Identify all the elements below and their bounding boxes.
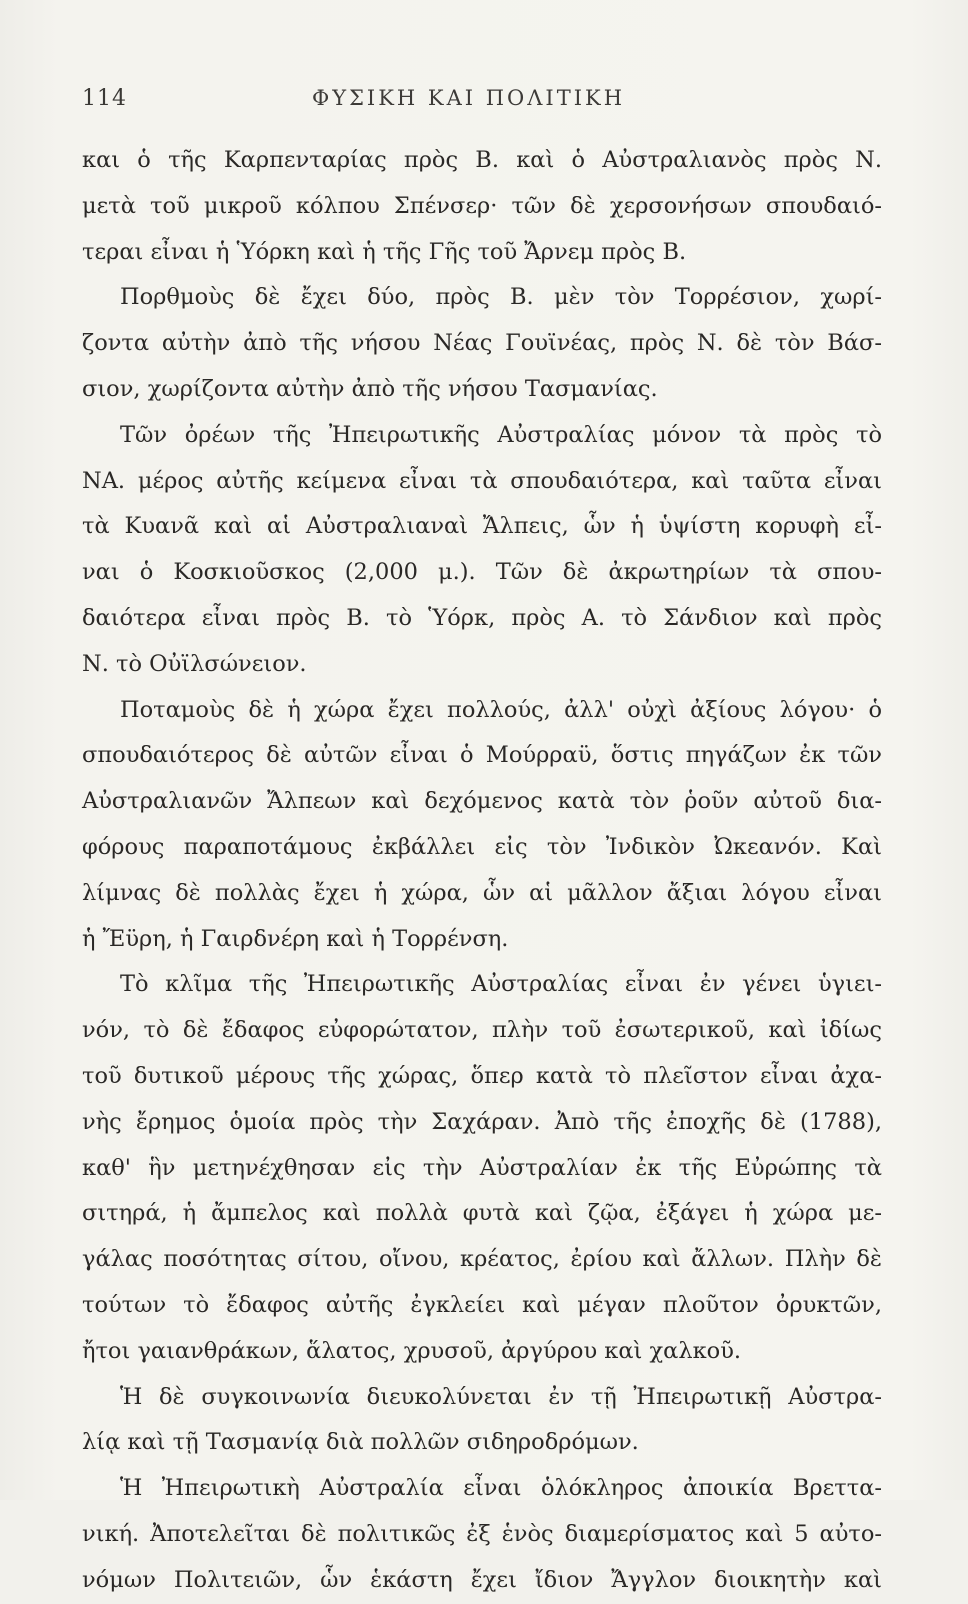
text-line: σιον, χωρίζοντα αὐτὴν ἀπὸ τῆς νήσου Τασμανίας. (82, 375, 658, 402)
text-line: φόρους παραποτάμους ἐκβάλλει εἰς τὸν Ἰνδικὸν Ὠκεανόν. Καὶ (82, 833, 882, 860)
page-number: 114 (82, 86, 127, 111)
text-line: Ποταμοὺς δὲ ἡ χώρα ἔχει πολλούς, ἀλλ' οὐχὶ ἀξίους λόγου· ὁ (120, 696, 882, 723)
running-title: ΦΥΣΙΚΗ ΚΑΙ ΠΟΛΙΤΙΚΗ (312, 86, 626, 110)
text-line: σπουδαιότερος δὲ αὐτῶν εἶναι ὁ Μούρραϋ, ὅστις πηγάζων ἐκ τῶν (82, 742, 882, 769)
text-line: σιτηρά, ἡ ἄμπελος καὶ πολλὰ φυτὰ καὶ ζῷα, ἐξάγει ἡ χώρα με- (82, 1200, 882, 1227)
text-line: ἡ Ἔϋρη, ἡ Γαιρδνέρη καὶ ἡ Τορρένση. (82, 925, 509, 952)
text-line: λίμνας δὲ πολλὰς ἔχει ἡ χώρα, ὧν αἱ μᾶλλον ἄξιαι λόγου εἶναι (82, 879, 882, 906)
text-line: ζοντα αὐτὴν ἀπὸ τῆς νήσου Νέας Γουϊνέας, πρὸς Ν. δὲ τὸν Βάσ- (82, 330, 882, 357)
text-line: λίᾳ καὶ τῇ Τασμανίᾳ διὰ πολλῶν σιδηροδρόμων. (82, 1429, 639, 1456)
text-line: γάλας ποσότητας σίτου, οἴνου, κρέατος, ἐρίου καὶ ἄλλων. Πλὴν δὲ (82, 1246, 882, 1273)
text-line: τὰ Κυανᾶ καὶ αἱ Αὐστραλιαναὶ Ἄλπεις, ὧν ἡ ὑψίστη κορυφὴ εἶ- (82, 513, 882, 540)
text-line: Πορθμοὺς δὲ ἔχει δύο, πρὸς Β. μὲν τὸν Τορρέσιον, χωρί- (120, 284, 882, 311)
text-line: καθ' ἣν μετηνέχθησαν εἰς τὴν Αὐστραλίαν ἐκ τῆς Εὐρώπης τὰ (82, 1154, 882, 1181)
text-line: Τὸ κλῖμα τῆς Ἠπειρωτικῆς Αὐστραλίας εἶναι ἐν γένει ὑγιει- (120, 971, 882, 998)
text-line: νόμων Πολιτειῶν, ὧν ἑκάστη ἔχει ἴδιον Ἄγγλον διοικητὴν καὶ (82, 1566, 882, 1593)
text-line: Αὐστραλιανῶν Ἄλπεων καὶ δεχόμενος κατὰ τὸν ῥοῦν αὐτοῦ δια- (82, 788, 882, 815)
text-line: Τῶν ὀρέων τῆς Ἠπειρωτικῆς Αὐστραλίας μόνον τὰ πρὸς τὸ (120, 421, 882, 448)
text-line: τούτων τὸ ἔδαφος αὐτῆς ἐγκλείει καὶ μέγαν πλοῦτον ὀρυκτῶν, (82, 1291, 882, 1318)
page-header (82, 80, 882, 120)
text-line: ναι ὁ Κοσκιοῦσκος (2,000 μ.). Τῶν δὲ ἀκρωτηρίων τὰ σπου- (82, 559, 882, 586)
text-line: τεραι εἶναι ἡ Ὑόρκη καὶ ἡ τῆς Γῆς τοῦ Ἄρνεμ πρὸς Β. (82, 238, 687, 265)
text-line: ἤτοι γαιανθράκων, ἅλατος, χρυσοῦ, ἀργύρου καὶ χαλκοῦ. (82, 1337, 742, 1364)
text-line: και ὁ τῆς Καρπενταρίας πρὸς Β. καὶ ὁ Αὐστραλιανὸς πρὸς Ν. (82, 147, 882, 173)
text-line: μετὰ τοῦ μικροῦ κόλπου Σπένσερ· τῶν δὲ χερσονήσων σπουδαιό- (82, 192, 882, 219)
text-line: νόν, τὸ δὲ ἔδαφος εὐφορώτατον, πλὴν τοῦ ἐσωτερικοῦ, καὶ ἰδίως (82, 1017, 882, 1044)
text-line: νική. Ἀποτελεῖται δὲ πολιτικῶς ἐξ ἑνὸς διαμερίσματος καὶ 5 αὐτο- (82, 1520, 882, 1547)
text-line: ΝΑ. μέρος αὐτῆς κείμενα εἶναι τὰ σπουδαιότερα, καὶ ταῦτα εἶναι (82, 467, 882, 494)
text-line: δαιότερα εἶναι πρὸς Β. τὸ Ὑόρκ, πρὸς Α. τὸ Σάνδιον καὶ πρὸς (82, 604, 882, 631)
text-line: νὴς ἔρημος ὁμοία πρὸς τὴν Σαχάραν. Ἀπὸ τῆς ἐποχῆς δὲ (1788), (82, 1108, 882, 1135)
text-line: Ν. τὸ Οὐϊλσώνειον. (82, 650, 307, 677)
text-line: Ἡ Ἠπειρωτικὴ Αὐστραλία εἶναι ὁλόκληρος ἀποικία Βρεττα- (120, 1475, 882, 1502)
text-line: τοῦ δυτικοῦ μέρους τῆς χώρας, ὅπερ κατὰ τὸ πλεῖστον εἶναι ἀχα- (82, 1062, 882, 1089)
body-text (82, 138, 882, 1604)
text-line: Ἡ δὲ συγκοινωνία διευκολύνεται ἐν τῇ Ἠπειρωτικῇ Αὐστρα- (120, 1383, 882, 1410)
